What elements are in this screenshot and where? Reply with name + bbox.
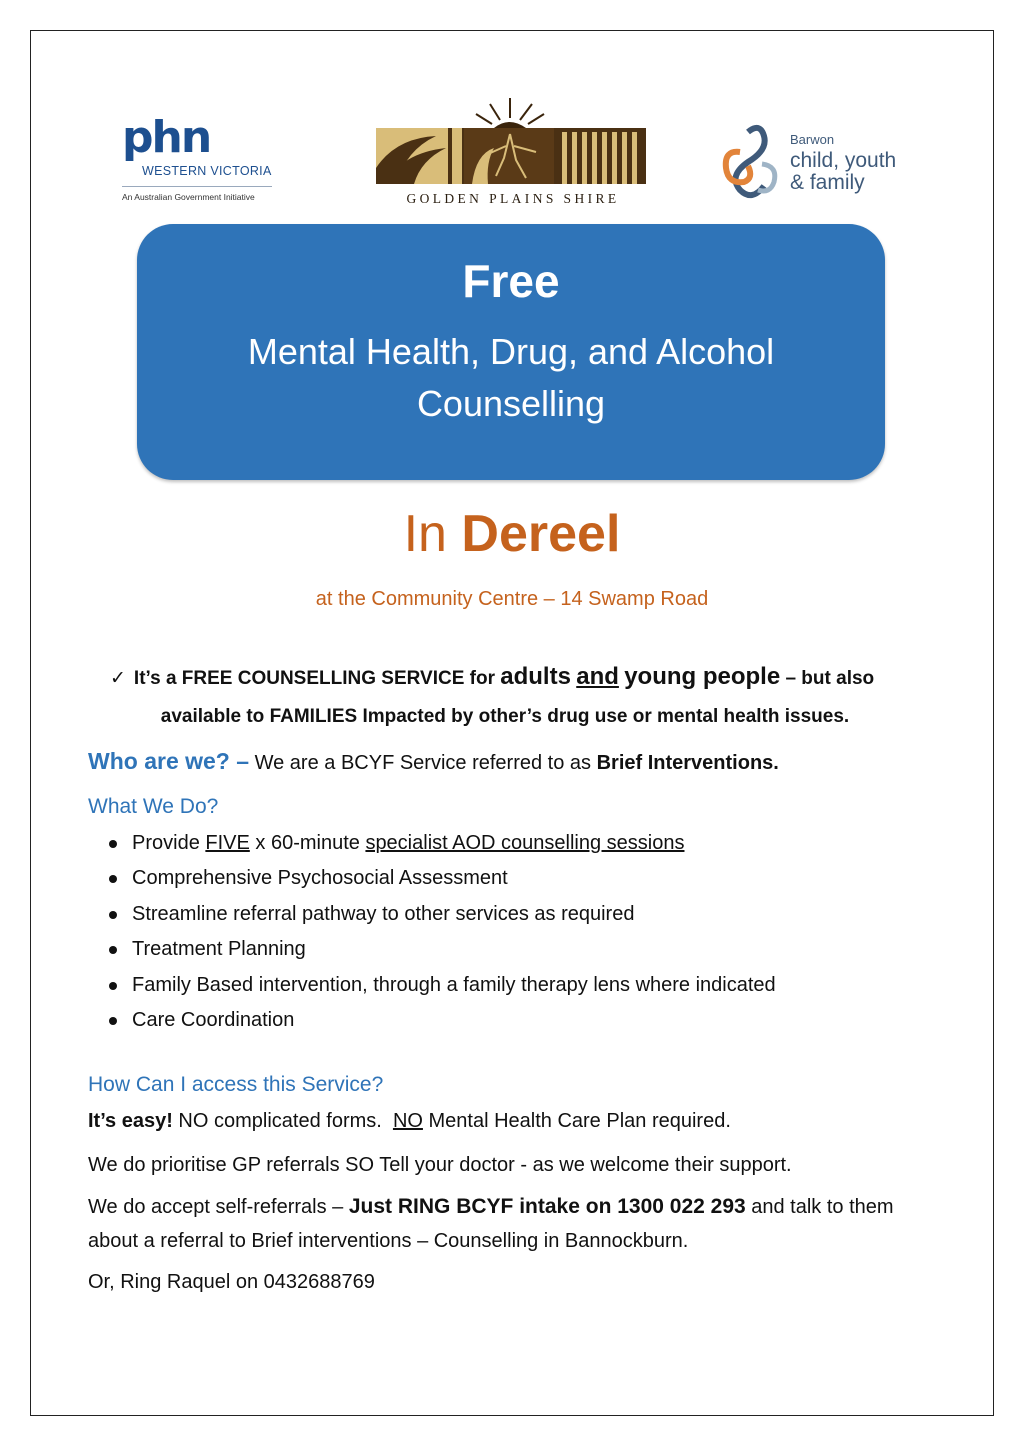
- highlight-and: and: [576, 663, 619, 690]
- bcyf-name-line2: & family: [790, 171, 865, 194]
- highlight-line2: available to FAMILIES Impacted by other’s drug use or mental health issues.: [160, 706, 850, 727]
- bcyf-emblem: [718, 122, 788, 202]
- access-paragraph-2: We do prioritise GP referrals SO Tell your doctor - as we welcome their support.: [88, 1154, 792, 1176]
- list-item: Care Coordination: [106, 1007, 776, 1042]
- location-place: Dereel: [461, 505, 621, 563]
- service-highlight: [110, 658, 930, 736]
- how-to-access-heading: How Can I access this Service?: [88, 1073, 384, 1096]
- phn-wordmark: phn: [122, 112, 211, 163]
- what-we-do-heading: What We Do?: [88, 795, 219, 818]
- access-paragraph-1: It’s easy! NO complicated forms. NO Mental Health Care Plan required.: [88, 1110, 731, 1132]
- who-question: Who are we? –: [88, 748, 250, 774]
- location-prefix: In: [403, 505, 447, 563]
- banner-line2: Counselling: [416, 383, 606, 424]
- banner-line1: Mental Health, Drug, and Alcohol: [247, 331, 775, 372]
- banner-free: Free: [462, 255, 560, 307]
- headline-banner: [137, 224, 885, 480]
- bcyf-logo: [718, 122, 928, 202]
- list-item: Provide FIVE x 60-minute specialist AOD counselling sessions: [106, 830, 776, 865]
- access-paragraph-4: Or, Ring Raquel on 0432688769: [88, 1271, 375, 1293]
- highlight-young: young people: [624, 663, 781, 690]
- highlight-adults: adults: [500, 663, 571, 690]
- phn-region: WESTERN VICTORIA: [142, 164, 272, 178]
- list-item: Family Based intervention, through a family therapy lens where indicated: [106, 972, 776, 1007]
- golden-plains-name: GOLDEN PLAINS SHIRE: [406, 191, 620, 206]
- who-strong: Brief Interventions.: [596, 752, 779, 774]
- phn-divider: [122, 186, 272, 187]
- who-text: We are a BCYF Service referred to as: [249, 752, 597, 774]
- list-item: Comprehensive Psychosocial Assessment: [106, 865, 776, 900]
- location-title: [0, 504, 1024, 564]
- phn-tagline: An Australian Government Initiative: [122, 192, 255, 202]
- bcyf-barwon: Barwon: [790, 132, 835, 147]
- banner-subtitle: [137, 326, 885, 430]
- checkmark-icon: ✓: [110, 668, 126, 689]
- highlight-part2: – but also: [780, 668, 875, 689]
- location-address: at the Community Centre – 14 Swamp Road: [315, 588, 709, 610]
- who-are-we: [88, 748, 779, 775]
- highlight-part1: It’s a FREE COUNSELLING SERVICE for: [133, 668, 501, 689]
- bcyf-name: [790, 150, 896, 194]
- intake-phone: Just RING BCYF intake on 1300 022 293: [348, 1195, 746, 1218]
- list-item: Streamline referral pathway to other services as required: [106, 901, 776, 936]
- golden-plains-shire-logo: [376, 98, 650, 210]
- access-paragraph-3: We do accept self-referrals – Just RING BCYF intake on 1300 022 293 and talk to them about a referral to Brief interventions – Counselling in Bannockburn.: [88, 1195, 894, 1252]
- golden-plains-emblem: [376, 98, 650, 188]
- phn-logo: [122, 112, 292, 206]
- bcyf-name-line1: child, youth: [790, 149, 897, 172]
- services-list: [106, 830, 776, 1042]
- list-item: Treatment Planning: [106, 936, 776, 971]
